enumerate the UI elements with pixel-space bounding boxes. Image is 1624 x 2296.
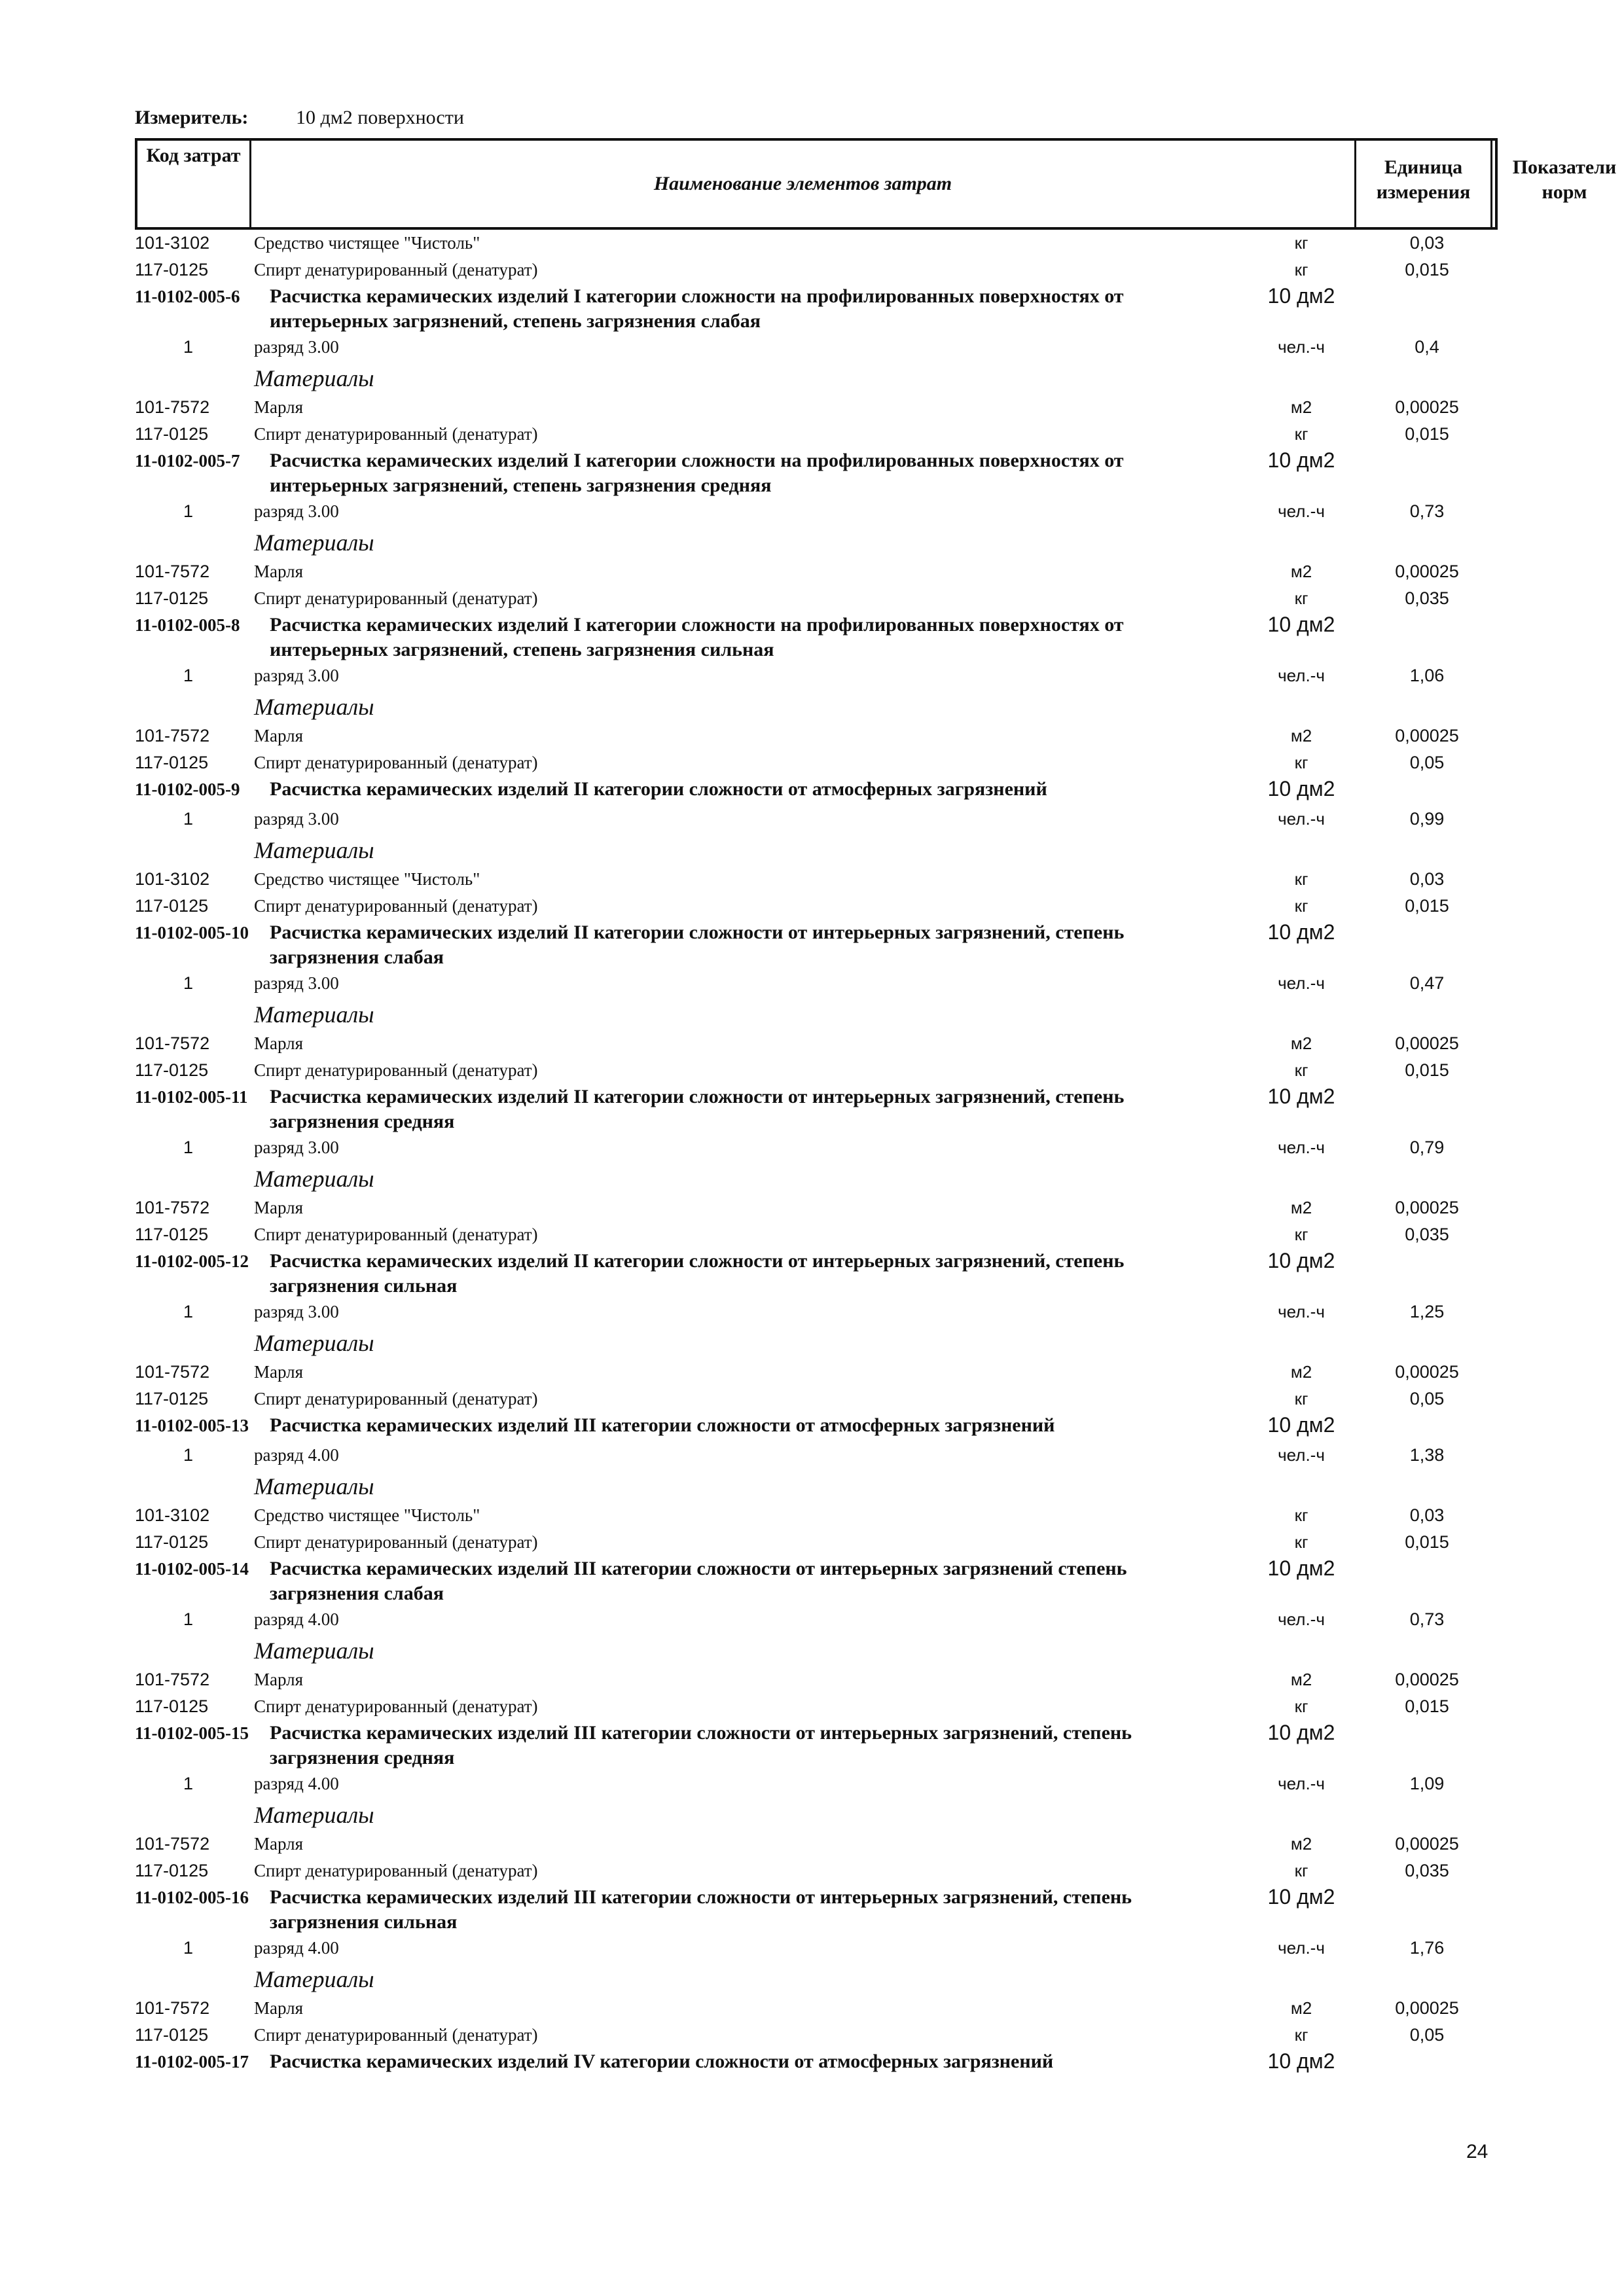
row-unit: кг: [1294, 424, 1308, 444]
row-name: Спирт денатурированный (денатурат): [254, 260, 538, 279]
materials-heading: Материалы: [254, 1473, 374, 1499]
row-name: разряд 4.00: [254, 1609, 339, 1629]
measure-line: [135, 107, 464, 129]
row-norm: 0,05: [1409, 2025, 1445, 2045]
row-unit: 10 дм2: [1267, 1413, 1335, 1437]
row-name: Спирт денатурированный (денатурат): [254, 1532, 538, 1552]
row-code: 101-7572: [135, 397, 210, 417]
row-unit: кг: [1294, 1060, 1308, 1080]
materials-heading: Материалы: [254, 1001, 374, 1028]
row-norm: 1,09: [1409, 1774, 1445, 1793]
row-unit: чел.-ч: [1278, 666, 1325, 685]
row-name: Марля: [254, 1362, 304, 1382]
row-code: 1: [183, 666, 194, 685]
row-norm: 0,00025: [1395, 726, 1459, 745]
row-unit: 10 дм2: [1267, 1556, 1335, 1580]
row-unit: чел.-ч: [1278, 1302, 1325, 1321]
row-unit: 10 дм2: [1267, 2049, 1335, 2073]
row-unit: м2: [1290, 726, 1312, 745]
header-name: Наименование элементов затрат: [251, 141, 1356, 227]
materials-heading: Материалы: [254, 1966, 374, 1992]
row-code: 117-0125: [135, 1225, 209, 1244]
row-norm: 0,4: [1415, 337, 1439, 357]
row-unit: чел.-ч: [1278, 809, 1325, 829]
row-norm: 0,00025: [1395, 1834, 1459, 1854]
row-unit: м2: [1290, 1362, 1312, 1382]
row-norm: 0,00025: [1395, 1670, 1459, 1689]
materials-heading: Материалы: [254, 1638, 374, 1664]
row-name: Расчистка керамических изделий III категории сложности от интерьерных загрязнений, степень загрязнения сильная: [270, 1886, 1132, 1933]
row-unit: 10 дм2: [1267, 1721, 1335, 1744]
row-name: Средство чистящее "Чистоль": [254, 869, 480, 889]
row-code: 117-0125: [135, 1389, 209, 1408]
header-norm: Показатели норм: [1512, 156, 1617, 203]
row-code: 11-0102-005-10: [135, 923, 249, 942]
row-code: 11-0102-005-15: [135, 1723, 249, 1743]
row-unit: чел.-ч: [1278, 1609, 1325, 1629]
row-name: Спирт денатурированный (денатурат): [254, 424, 538, 444]
row-unit: м2: [1290, 1834, 1312, 1854]
measure-label: Измеритель:: [135, 107, 249, 128]
row-name: Расчистка керамических изделий III категории сложности от интерьерных загрязнений степень загрязнения слабая: [270, 1558, 1127, 1604]
row-norm: 0,035: [1405, 1861, 1449, 1880]
row-unit: чел.-ч: [1278, 1445, 1325, 1465]
row-code: 101-7572: [135, 1998, 210, 2018]
row-code: 117-0125: [135, 2025, 209, 2045]
row-code: 11-0102-005-6: [135, 287, 240, 306]
row-code: 11-0102-005-12: [135, 1251, 249, 1271]
row-unit: кг: [1294, 753, 1308, 772]
row-norm: 0,00025: [1395, 1362, 1459, 1382]
row-unit: чел.-ч: [1278, 1774, 1325, 1793]
row-norm: 0,035: [1405, 588, 1449, 608]
row-unit: кг: [1294, 233, 1308, 253]
row-code: 117-0125: [135, 1060, 209, 1080]
row-norm: 0,015: [1405, 260, 1449, 279]
row-unit: 10 дм2: [1267, 920, 1335, 944]
row-unit: 10 дм2: [1267, 1085, 1335, 1108]
row-unit: 10 дм2: [1267, 777, 1335, 800]
row-code: 117-0125: [135, 1861, 209, 1880]
row-code: 11-0102-005-11: [135, 1087, 248, 1107]
row-norm: 0,03: [1409, 233, 1445, 253]
row-unit: 10 дм2: [1267, 448, 1335, 472]
row-name: разряд 3.00: [254, 666, 339, 685]
row-norm: 0,03: [1409, 1505, 1445, 1525]
row-norm: 0,79: [1409, 1138, 1445, 1157]
row-name: Спирт денатурированный (денатурат): [254, 1225, 538, 1244]
row-name: разряд 4.00: [254, 1774, 339, 1793]
row-unit: м2: [1290, 1033, 1312, 1053]
row-code: 101-7572: [135, 726, 210, 745]
row-name: разряд 3.00: [254, 1138, 339, 1157]
row-unit: чел.-ч: [1278, 501, 1325, 521]
row-name: Спирт денатурированный (денатурат): [254, 1389, 538, 1408]
materials-heading: Материалы: [254, 694, 374, 720]
row-code: 101-7572: [135, 562, 210, 581]
row-norm: 0,00025: [1395, 1998, 1459, 2018]
row-unit: кг: [1294, 1696, 1308, 1716]
row-code: 117-0125: [135, 896, 209, 916]
row-norm: 0,00025: [1395, 562, 1459, 581]
row-name: Спирт денатурированный (денатурат): [254, 753, 538, 772]
row-norm: 0,05: [1409, 753, 1445, 772]
row-code: 1: [183, 809, 194, 829]
materials-heading: Материалы: [254, 529, 374, 556]
row-norm: 0,015: [1405, 1532, 1449, 1552]
row-unit: кг: [1294, 1861, 1308, 1880]
row-name: Средство чистящее "Чистоль": [254, 233, 480, 253]
row-name: разряд 3.00: [254, 973, 339, 993]
row-name: Спирт денатурированный (денатурат): [254, 588, 538, 608]
row-norm: 0,00025: [1395, 1033, 1459, 1053]
row-name: Расчистка керамических изделий I категории сложности на профилированных поверхностях от интерьерных загрязнений, степень загрязнения слабая: [270, 285, 1124, 332]
row-norm: 0,00025: [1395, 1198, 1459, 1217]
row-norm: 0,73: [1409, 501, 1445, 521]
row-code: 11-0102-005-9: [135, 780, 240, 799]
row-name: Марля: [254, 1033, 304, 1053]
row-code: 117-0125: [135, 1696, 209, 1716]
row-code: 101-7572: [135, 1362, 210, 1382]
row-unit: чел.-ч: [1278, 1938, 1325, 1958]
row-code: 101-7572: [135, 1834, 210, 1854]
row-name: разряд 4.00: [254, 1938, 339, 1958]
row-unit: 10 дм2: [1267, 1885, 1335, 1909]
row-unit: чел.-ч: [1278, 973, 1325, 993]
row-unit: 10 дм2: [1267, 1249, 1335, 1272]
row-code: 101-3102: [135, 233, 210, 253]
row-code: 101-3102: [135, 869, 210, 889]
row-norm: 0,035: [1405, 1225, 1449, 1244]
row-norm: 0,99: [1409, 809, 1445, 829]
row-norm: 1,06: [1409, 666, 1445, 685]
row-name: Марля: [254, 1834, 304, 1854]
row-norm: 0,015: [1405, 1060, 1449, 1080]
row-code: 1: [183, 1774, 194, 1793]
row-name: Марля: [254, 397, 304, 417]
row-name: Марля: [254, 562, 304, 581]
row-code: 101-7572: [135, 1670, 210, 1689]
row-unit: 10 дм2: [1267, 284, 1335, 308]
row-unit: кг: [1294, 2025, 1308, 2045]
row-name: Средство чистящее "Чистоль": [254, 1505, 480, 1525]
row-code: 1: [183, 1609, 194, 1629]
row-unit: м2: [1290, 1198, 1312, 1217]
measure-value: 10 дм2 поверхности: [296, 107, 464, 128]
row-norm: 0,00025: [1395, 397, 1459, 417]
row-code: 1: [183, 973, 194, 993]
row-name: Расчистка керамических изделий III категории сложности от интерьерных загрязнений, степень загрязнения средняя: [270, 1722, 1132, 1768]
row-unit: кг: [1294, 1225, 1308, 1244]
row-code: 117-0125: [135, 1532, 209, 1552]
row-code: 1: [183, 501, 194, 521]
row-name: разряд 3.00: [254, 809, 339, 829]
row-name: Марля: [254, 1670, 304, 1689]
row-unit: чел.-ч: [1278, 337, 1325, 357]
row-code: 1: [183, 1138, 194, 1157]
page-number: 24: [1466, 2141, 1489, 2162]
materials-heading: Материалы: [254, 1330, 374, 1356]
row-name: Спирт денатурированный (денатурат): [254, 1060, 538, 1080]
row-name: разряд 3.00: [254, 501, 339, 521]
row-code: 1: [183, 1445, 194, 1465]
row-name: Марля: [254, 726, 304, 745]
row-unit: кг: [1294, 588, 1308, 608]
row-norm: 0,015: [1405, 896, 1449, 916]
row-norm: 0,05: [1409, 1389, 1445, 1408]
row-name: Спирт денатурированный (денатурат): [254, 896, 538, 916]
row-name: Спирт денатурированный (денатурат): [254, 2025, 538, 2045]
row-code: 11-0102-005-8: [135, 615, 240, 635]
row-code: 11-0102-005-7: [135, 451, 240, 471]
row-name: разряд 3.00: [254, 1302, 339, 1321]
row-norm: 0,015: [1405, 424, 1449, 444]
row-name: Расчистка керамических изделий II категории сложности от интерьерных загрязнений, степень загрязнения слабая: [270, 922, 1125, 968]
row-name: Расчистка керамических изделий II категории сложности от интерьерных загрязнений, степень загрязнения средняя: [270, 1086, 1125, 1132]
row-norm: 0,03: [1409, 869, 1445, 889]
row-norm: 0,73: [1409, 1609, 1445, 1629]
materials-heading: Материалы: [254, 837, 374, 863]
row-name: Расчистка керамических изделий III категории сложности от атмосферных загрязнений: [270, 1414, 1055, 1436]
row-name: Спирт денатурированный (денатурат): [254, 1861, 538, 1880]
row-unit: кг: [1294, 1505, 1308, 1525]
row-code: 11-0102-005-16: [135, 1888, 249, 1907]
row-unit: кг: [1294, 1389, 1308, 1408]
row-norm: 1,38: [1409, 1445, 1445, 1465]
row-code: 101-3102: [135, 1505, 210, 1525]
row-name: Расчистка керамических изделий I категории сложности на профилированных поверхностях от интерьерных загрязнений, степень загрязнения сильная: [270, 614, 1124, 660]
row-code: 11-0102-005-17: [135, 2052, 249, 2072]
row-code: 11-0102-005-14: [135, 1559, 249, 1579]
row-code: 101-7572: [135, 1198, 210, 1217]
row-unit: кг: [1294, 260, 1308, 279]
materials-heading: Материалы: [254, 365, 374, 391]
row-name: Спирт денатурированный (денатурат): [254, 1696, 538, 1716]
row-code: 117-0125: [135, 424, 209, 444]
materials-heading: Материалы: [254, 1166, 374, 1192]
row-unit: м2: [1290, 397, 1312, 417]
row-norm: 0,015: [1405, 1696, 1449, 1716]
row-unit: м2: [1290, 1998, 1312, 2018]
row-name: разряд 4.00: [254, 1445, 339, 1465]
row-code: 101-7572: [135, 1033, 210, 1053]
row-code: 11-0102-005-13: [135, 1416, 249, 1435]
row-name: разряд 3.00: [254, 337, 339, 357]
row-name: Расчистка керамических изделий IV категории сложности от атмосферных загрязнений: [270, 2051, 1054, 2072]
row-code: 1: [183, 1938, 194, 1958]
row-unit: м2: [1290, 1670, 1312, 1689]
row-norm: 1,76: [1409, 1938, 1445, 1958]
row-code: 117-0125: [135, 588, 209, 608]
row-name: Расчистка керамических изделий I категории сложности на профилированных поверхностях от интерьерных загрязнений, степень загрязнения средняя: [270, 450, 1124, 496]
row-norm: 0,47: [1409, 973, 1445, 993]
row-code: 1: [183, 337, 194, 357]
materials-heading: Материалы: [254, 1802, 374, 1828]
row-unit: м2: [1290, 562, 1312, 581]
header-code: Код затрат: [137, 141, 251, 227]
row-unit: кг: [1294, 869, 1308, 889]
row-code: 1: [183, 1302, 194, 1321]
row-code: 117-0125: [135, 260, 209, 279]
header-unit: Единица измерения: [1356, 141, 1492, 227]
row-name: Марля: [254, 1998, 304, 2018]
row-code: 117-0125: [135, 753, 209, 772]
row-name: Расчистка керамических изделий II категории сложности от интерьерных загрязнений, степень загрязнения сильная: [270, 1250, 1125, 1297]
row-unit: чел.-ч: [1278, 1138, 1325, 1157]
table-header: [135, 138, 1617, 230]
row-name: Расчистка керамических изделий II категории сложности от атмосферных загрязнений: [270, 778, 1047, 800]
row-unit: кг: [1294, 896, 1308, 916]
row-unit: 10 дм2: [1267, 613, 1335, 636]
row-norm: 1,25: [1409, 1302, 1445, 1321]
row-unit: кг: [1294, 1532, 1308, 1552]
row-name: Марля: [254, 1198, 304, 1217]
